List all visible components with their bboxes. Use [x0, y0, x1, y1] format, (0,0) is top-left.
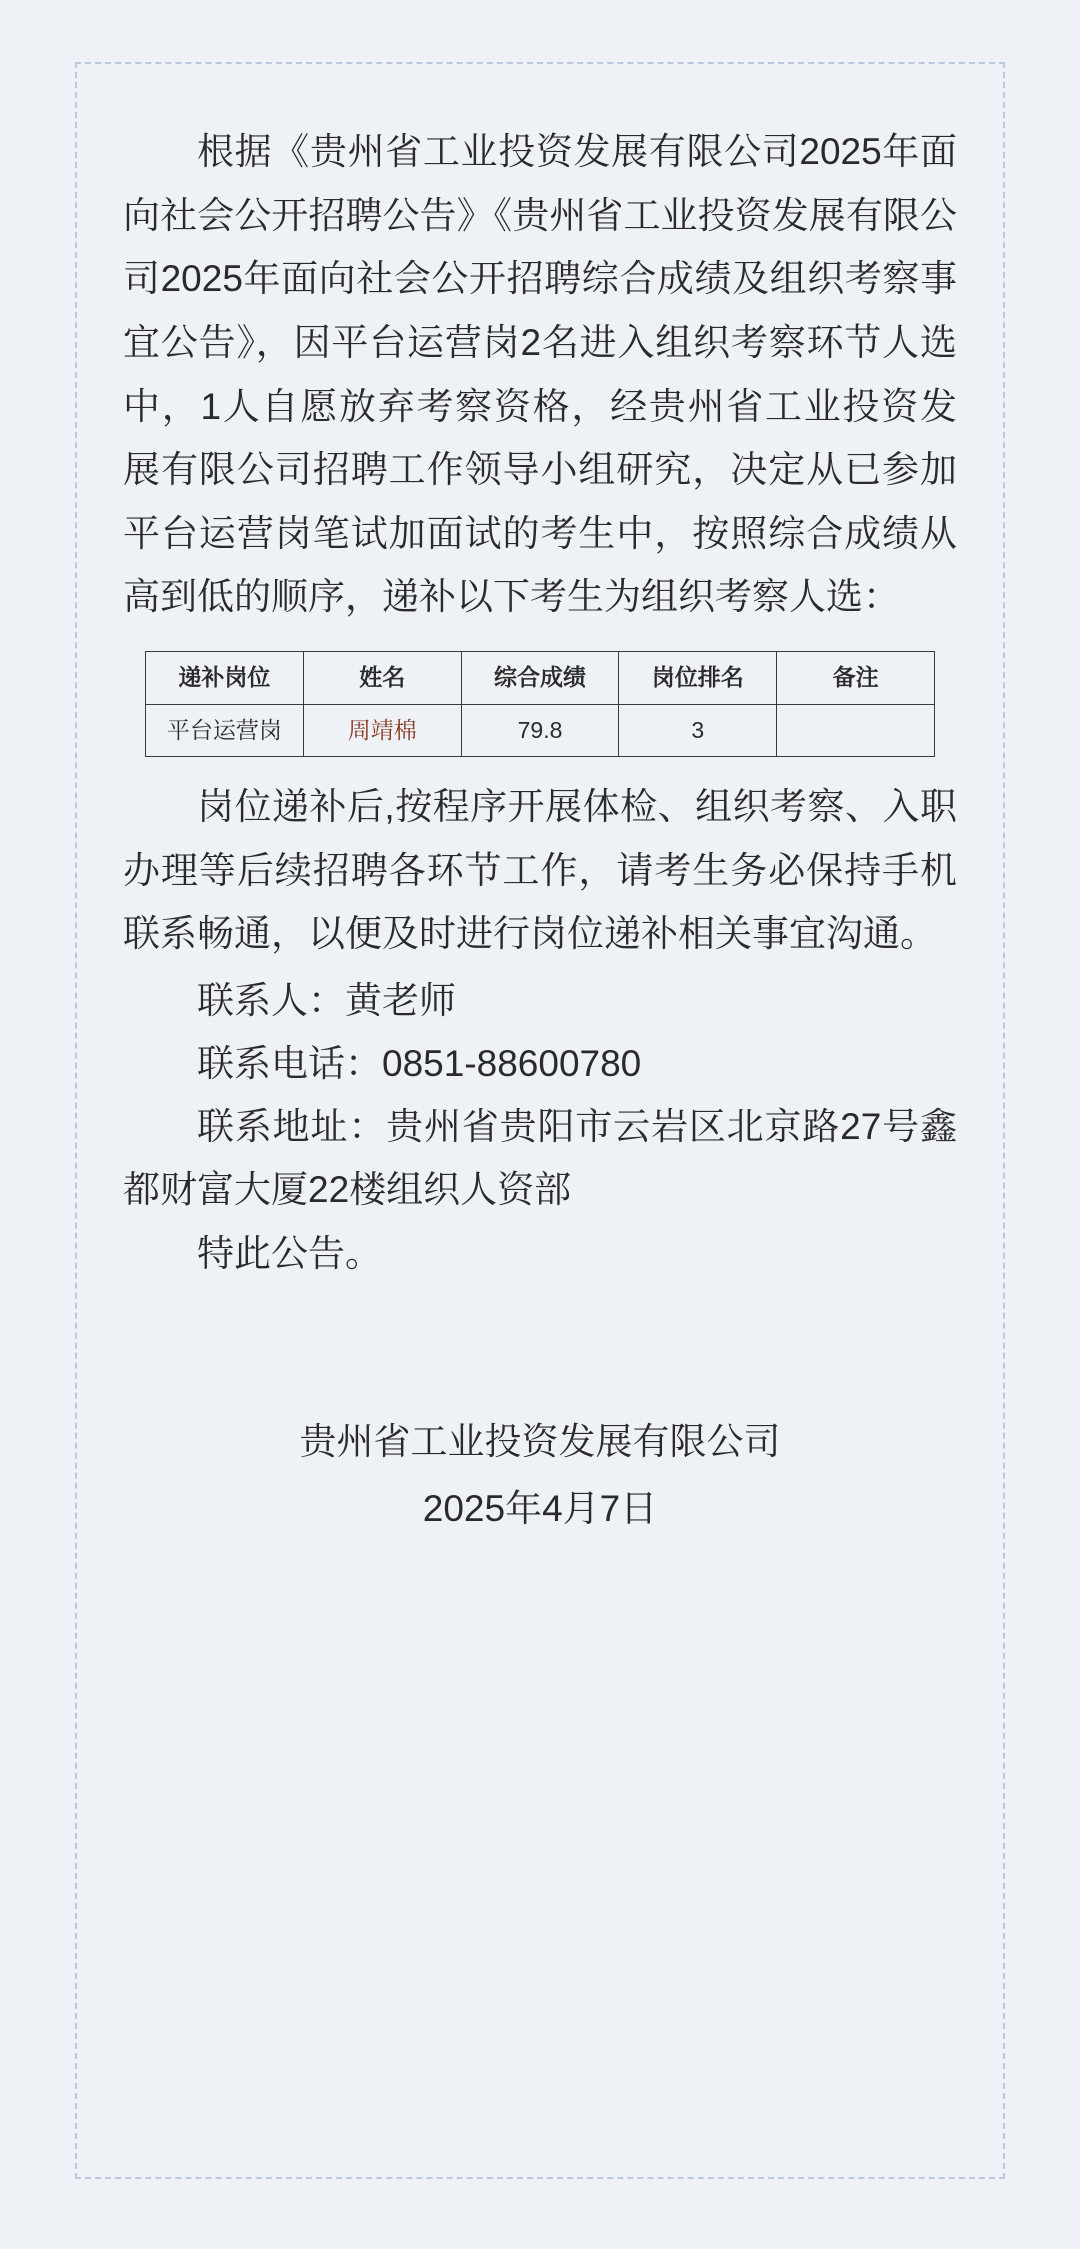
table-header-score: 综合成绩 [461, 652, 619, 705]
table-head [146, 652, 935, 705]
signature-spacer [123, 1289, 957, 1409]
contact-person: 联系人：黄老师 [197, 980, 456, 1022]
signature-org: 贵州省工业投资发展有限公司 [299, 1421, 781, 1463]
table-header-position: 递补岗位 [146, 652, 304, 705]
cell-name: 周靖棉 [303, 704, 461, 757]
table-header-name: 姓名 [303, 652, 461, 705]
document-body [123, 120, 957, 1542]
cell-remark [777, 704, 935, 757]
contact-address: 联系地址：贵州省贵阳市云岩区北京路27号鑫都财富大厦22楼组织人资部 [123, 1105, 957, 1210]
table-row [146, 704, 935, 757]
table-header-row [146, 652, 935, 705]
contact-phone: 联系电话：0851-88600780 [197, 1042, 642, 1084]
paragraph-followup: 岗位递补后,按程序开展体检、组织考察、入职办理等后续招聘各环节工作，请考生务必保持手机联系畅通，以便及时进行岗位递补相关事宜沟通。 [123, 786, 957, 955]
cell-position: 平台运营岗 [146, 704, 304, 757]
cell-score: 79.8 [461, 704, 619, 757]
table-header-rank: 岗位排名 [619, 652, 777, 705]
table-container [123, 651, 957, 757]
paragraph-closing: 特此公告。 [197, 1232, 382, 1274]
cell-rank: 3 [619, 704, 777, 757]
document-frame [75, 62, 1005, 2179]
paragraph-intro: 根据《贵州省工业投资发展有限公司2025年面向社会公开招聘公告》《贵州省工业投资发展有限公司2025年面向社会公开招聘综合成绩及组织考察事宜公告》，因平台运营岗2名进入组织考察环节人选中，1人自愿放弃考察资格，经贵州省工业投资发展有限公司招聘工作领导小组研究，决定从已参加平台运营岗笔试加面试的考生中，按照综合成绩从高到低的顺序，递补以下考生为组织考察人选： [123, 131, 957, 618]
supplement-table [145, 651, 935, 757]
table-header-remark: 备注 [777, 652, 935, 705]
table-body [146, 704, 935, 757]
signature-date: 2025年4月7日 [422, 1487, 658, 1529]
